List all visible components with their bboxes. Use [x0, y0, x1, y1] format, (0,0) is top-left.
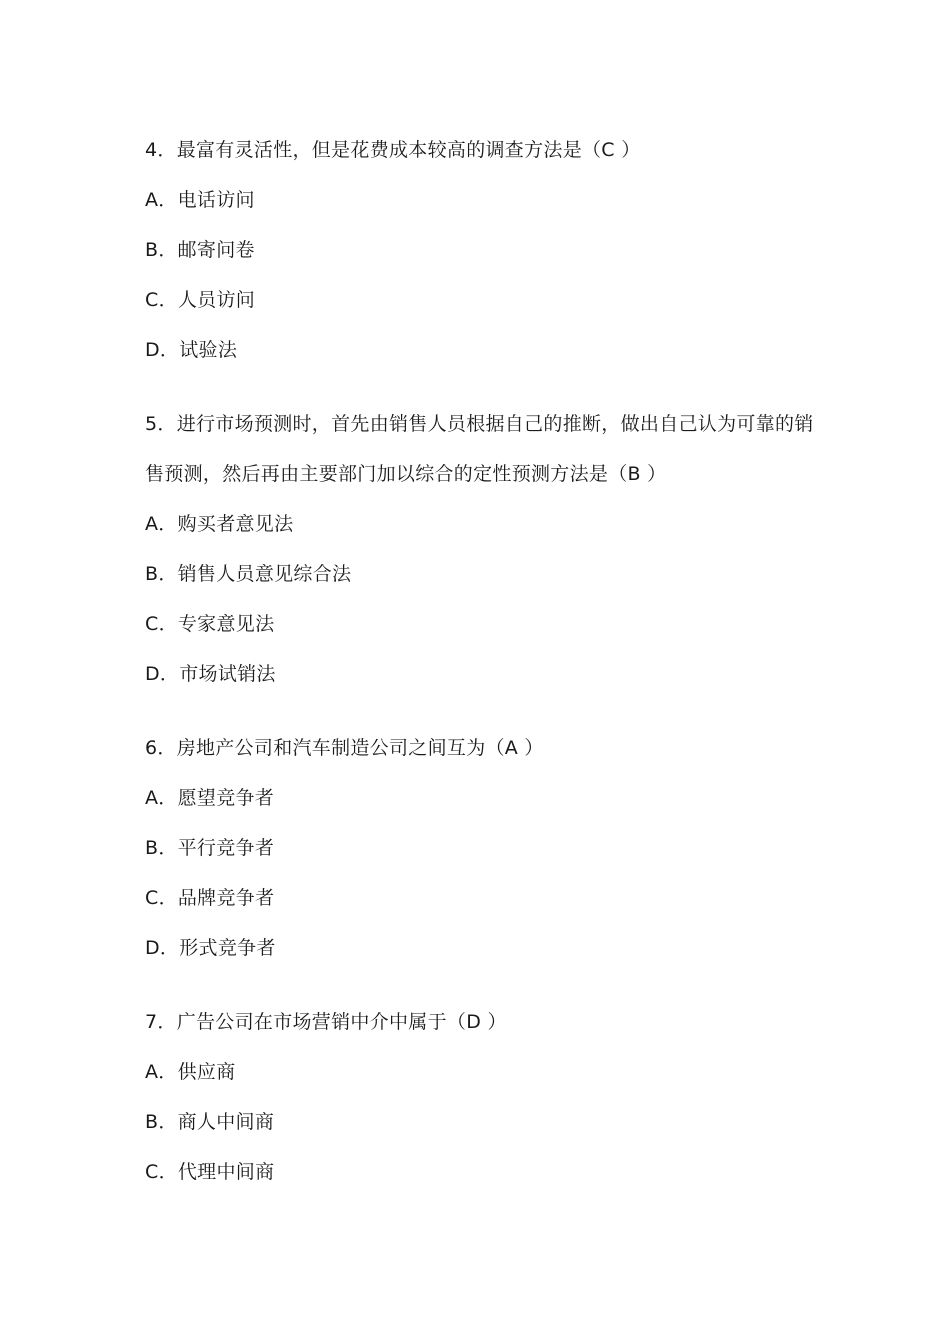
- question-7-stem: 7．广告公司在市场营销中介中属于（D ）: [145, 1011, 507, 1033]
- question-5-option-b: B．销售人员意见综合法: [145, 563, 352, 585]
- question-4-option-b: B．邮寄问卷: [145, 239, 255, 261]
- question-4-option-c: C．人员访问: [145, 289, 256, 311]
- question-6-option-c: C．品牌竞争者: [145, 887, 275, 909]
- question-4-stem: 4．最富有灵活性，但是花费成本较高的调查方法是（C ）: [145, 139, 641, 161]
- question-4-option-d: D．试验法: [145, 339, 238, 361]
- question-7-option-a: A．供应商: [145, 1061, 236, 1083]
- question-6-option-d: D．形式竞争者: [145, 937, 276, 959]
- question-6-stem: 6．房地产公司和汽车制造公司之间互为（A ）: [145, 737, 544, 759]
- question-5-option-d: D．市场试销法: [145, 663, 276, 685]
- question-4-option-a: A．电话访问: [145, 189, 255, 211]
- question-5-stem-line-2: 售预测，然后再由主要部门加以综合的定性预测方法是（B ）: [145, 463, 667, 485]
- question-5-stem-line-1: 5．进行市场预测时，首先由销售人员根据自己的推断，做出自己认为可靠的销: [145, 413, 814, 435]
- question-5-option-c: C．专家意见法: [145, 613, 275, 635]
- question-5-option-a: A．购买者意见法: [145, 513, 294, 535]
- question-7-option-c: C．代理中间商: [145, 1161, 275, 1183]
- question-6-option-b: B．平行竞争者: [145, 837, 275, 859]
- question-6-option-a: A．愿望竞争者: [145, 787, 275, 809]
- question-7-option-b: B．商人中间商: [145, 1111, 275, 1133]
